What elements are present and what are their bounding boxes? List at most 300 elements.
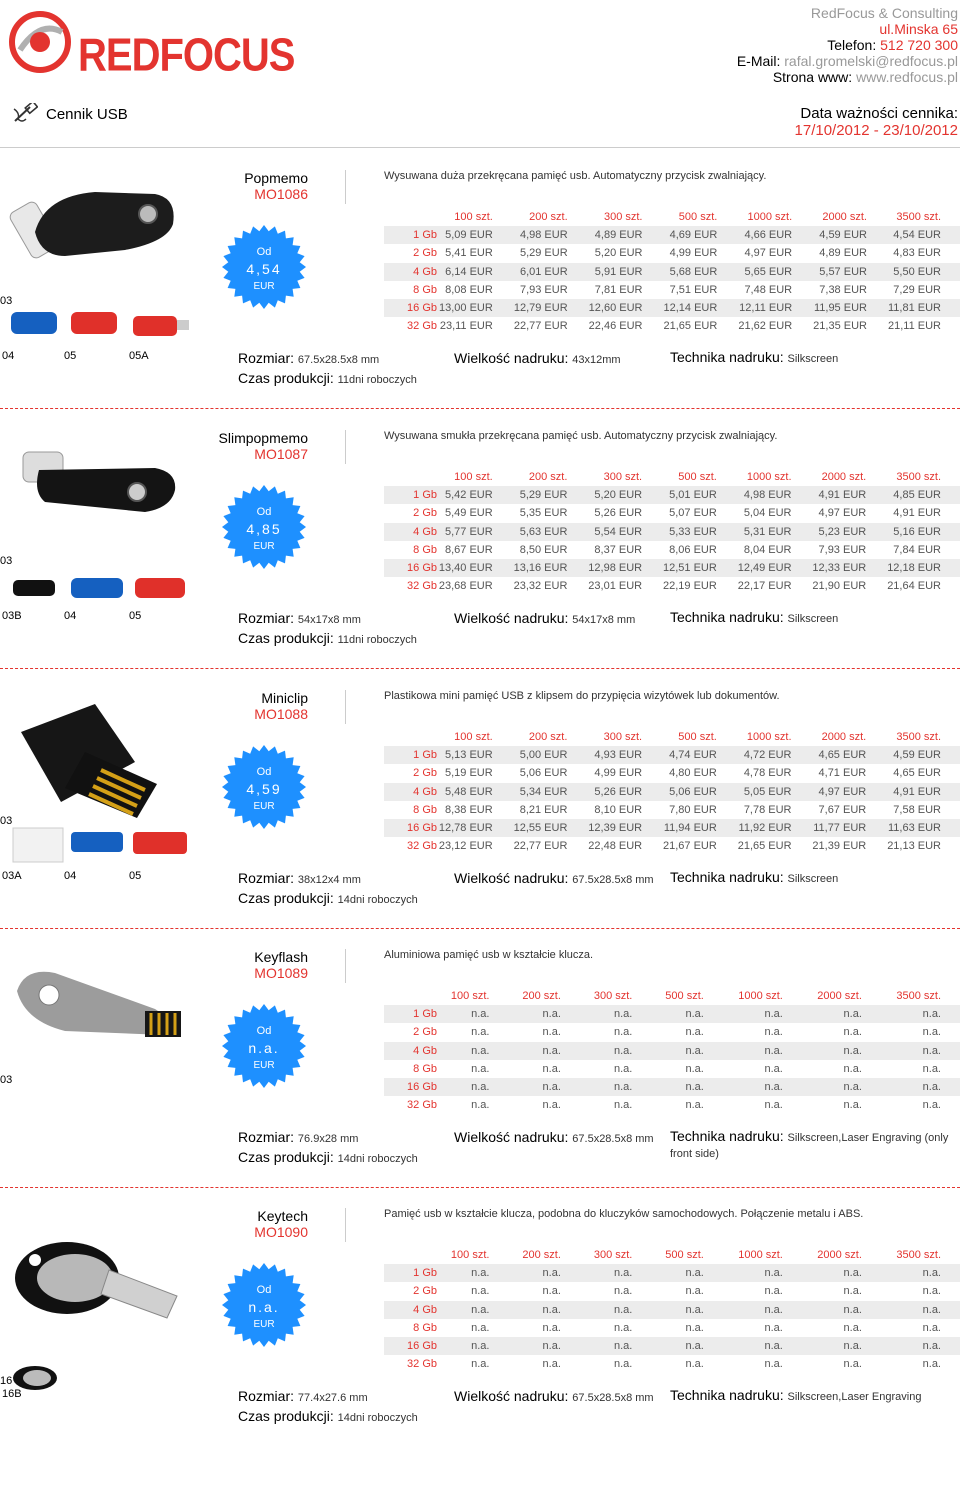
capacity-label: 16 Gb	[384, 1337, 437, 1355]
price-cell: n.a.	[437, 1319, 508, 1337]
badge-price: 4,85	[246, 521, 282, 537]
table-row	[384, 504, 960, 522]
table-row	[384, 783, 960, 801]
spec-size: Rozmiar: 76.9x28 mm	[238, 1129, 359, 1145]
product-code: MO1087	[254, 446, 308, 462]
variant-code: 16B	[2, 1388, 22, 1400]
price-cell: n.a.	[580, 1337, 651, 1355]
quantity-header-row	[384, 468, 960, 486]
price-cell: n.a.	[437, 1337, 508, 1355]
spec-size: Rozmiar: 67.5x28.5x8 mm	[238, 350, 380, 366]
quantity-header: 3500 szt.	[885, 728, 960, 746]
table-row	[384, 486, 960, 504]
table-row	[384, 1282, 960, 1300]
product-image	[5, 951, 200, 1136]
variant-code: 03	[0, 1074, 13, 1086]
price-cell: n.a.	[651, 1337, 722, 1355]
price-cell: n.a.	[723, 1060, 802, 1078]
quantity-header: 300 szt.	[580, 1246, 651, 1264]
price-cell: 5,35 EUR	[512, 504, 587, 522]
price-cell: 5,20 EUR	[587, 244, 662, 262]
badge-from-label: Od	[256, 246, 272, 258]
price-cell: 5,26 EUR	[586, 783, 661, 801]
badge-currency: EUR	[253, 281, 275, 292]
capacity-label: 32 Gb	[384, 577, 437, 595]
company-web: Strona www: www.redfocus.pl	[772, 69, 958, 85]
product-name-block	[244, 170, 308, 202]
capacity-label: 1 Gb	[384, 1264, 437, 1282]
price-cell: n.a.	[580, 1282, 651, 1300]
company-phone: Telefon: 512 720 300	[827, 37, 958, 53]
variant-code: 03	[0, 555, 13, 567]
price-cell: n.a.	[881, 1319, 960, 1337]
price-cell: n.a.	[802, 1096, 881, 1114]
product-section	[0, 680, 960, 935]
price-badge	[222, 745, 306, 829]
table-row	[384, 1337, 960, 1355]
price-cell: 5,33 EUR	[661, 523, 736, 541]
price-cell: n.a.	[437, 1282, 508, 1300]
price-cell: 8,06 EUR	[661, 541, 736, 559]
price-cell: 5,77 EUR	[437, 523, 512, 541]
price-cell: n.a.	[508, 1319, 579, 1337]
web-link[interactable]: www.redfocus.pl	[856, 69, 958, 85]
quantity-header: 500 szt.	[661, 208, 736, 226]
product-name-block	[254, 949, 308, 981]
table-row	[384, 1042, 960, 1060]
price-cell: 8,21 EUR	[512, 801, 587, 819]
variant-code: 04	[64, 610, 77, 622]
price-cell: 5,48 EUR	[437, 783, 512, 801]
price-cell: 23,68 EUR	[437, 577, 512, 595]
table-row	[384, 559, 960, 577]
price-cell: 21,67 EUR	[661, 837, 736, 855]
validity-dates: 17/10/2012 - 23/10/2012	[794, 122, 958, 139]
quantity-header: 500 szt.	[661, 728, 736, 746]
price-cell: 8,67 EUR	[437, 541, 512, 559]
quantity-header: 200 szt.	[512, 468, 587, 486]
product-separator	[0, 668, 960, 669]
price-cell: 5,20 EUR	[586, 486, 661, 504]
badge-from-label: Od	[256, 1025, 272, 1037]
variant-code: 05	[129, 870, 142, 882]
product-image	[5, 172, 200, 357]
capacity-label: 8 Gb	[384, 1319, 437, 1337]
capacity-label: 32 Gb	[384, 317, 437, 335]
price-cell: 8,37 EUR	[586, 541, 661, 559]
price-cell: n.a.	[508, 1337, 579, 1355]
product-name: Miniclip	[261, 690, 308, 706]
price-cell: n.a.	[651, 1005, 722, 1023]
price-cell: 5,06 EUR	[661, 783, 736, 801]
variant-code: 16	[0, 1375, 13, 1387]
spec-print-tech: Technika nadruku: Silkscreen	[670, 349, 839, 365]
price-cell: n.a.	[723, 1301, 802, 1319]
spec-print-size: Wielkość nadruku: 54x17x8 mm	[454, 610, 636, 626]
capacity-label: 16 Gb	[384, 1078, 437, 1096]
price-cell: 23,11 EUR	[437, 317, 512, 335]
table-row	[384, 819, 960, 837]
price-cell: n.a.	[508, 1005, 579, 1023]
company-name: RedFocus & Consulting	[810, 5, 958, 21]
table-row	[384, 801, 960, 819]
spec-print-tech: Technika nadruku: Silkscreen,Laser Engraving (only front side)	[670, 1128, 949, 1160]
quantity-header: 3500 szt.	[881, 1246, 960, 1264]
badge-price: 4,59	[246, 781, 282, 797]
capacity-label: 2 Gb	[384, 244, 437, 262]
price-cell: n.a.	[651, 1355, 722, 1373]
product-section	[0, 160, 960, 415]
capacity-label: 4 Gb	[384, 523, 437, 541]
capacity-label: 16 Gb	[384, 819, 437, 837]
logo-text: REDFOCUS	[78, 30, 295, 81]
price-cell: 7,80 EUR	[661, 801, 736, 819]
price-cell: 5,65 EUR	[736, 263, 811, 281]
capacity-label: 8 Gb	[384, 541, 437, 559]
price-cell: 8,08 EUR	[437, 281, 512, 299]
price-cell: 5,63 EUR	[512, 523, 587, 541]
price-cell: n.a.	[508, 1301, 579, 1319]
price-cell: n.a.	[651, 1042, 722, 1060]
price-cell: 7,29 EUR	[886, 281, 960, 299]
spec-production: Czas produkcji: 14dni roboczych	[238, 1408, 418, 1424]
price-table	[384, 468, 960, 595]
table-row	[384, 299, 960, 317]
price-cell: 4,85 EUR	[885, 486, 960, 504]
price-cell: n.a.	[723, 1042, 802, 1060]
price-cell: 12,51 EUR	[661, 559, 736, 577]
price-cell: 12,33 EUR	[811, 559, 886, 577]
price-cell: 5,68 EUR	[661, 263, 736, 281]
capacity-label: 32 Gb	[384, 837, 437, 855]
quantity-header: 500 szt.	[661, 468, 736, 486]
quantity-header: 3500 szt.	[881, 987, 960, 1005]
price-cell: 4,93 EUR	[586, 746, 661, 764]
divider	[345, 949, 346, 983]
quantity-header: 100 szt.	[437, 728, 512, 746]
quantity-header: 100 szt.	[437, 987, 508, 1005]
price-cell: 7,48 EUR	[736, 281, 811, 299]
quantity-header: 300 szt.	[586, 728, 661, 746]
quantity-header: 1000 szt.	[736, 468, 811, 486]
quantity-header-row	[384, 208, 960, 226]
capacity-label: 32 Gb	[384, 1096, 437, 1114]
price-cell: 4,99 EUR	[586, 764, 661, 782]
table-row	[384, 281, 960, 299]
price-cell: n.a.	[580, 1060, 651, 1078]
product-description: Wysuwana smukła przekręcana pamięć usb. Automatyczny przycisk zwalniający.	[384, 430, 778, 442]
price-table	[384, 987, 960, 1114]
price-cell: n.a.	[802, 1264, 881, 1282]
price-cell: 8,38 EUR	[437, 801, 512, 819]
table-row	[384, 317, 960, 335]
price-cell: 4,97 EUR	[811, 783, 886, 801]
product-name-block	[219, 430, 308, 462]
price-cell: 22,77 EUR	[512, 837, 587, 855]
price-cell: 8,50 EUR	[512, 541, 587, 559]
price-cell: 5,57 EUR	[811, 263, 886, 281]
table-row	[384, 746, 960, 764]
price-cell: 7,93 EUR	[811, 541, 886, 559]
spec-size: Rozmiar: 38x12x4 mm	[238, 870, 361, 886]
price-cell: 12,60 EUR	[587, 299, 662, 317]
validity-info	[795, 105, 958, 139]
price-cell: 5,04 EUR	[736, 504, 811, 522]
price-cell: 5,91 EUR	[587, 263, 662, 281]
price-cell: n.a.	[802, 1301, 881, 1319]
price-cell: 23,01 EUR	[586, 577, 661, 595]
product-description: Plastikowa mini pamięć USB z klipsem do przypięcia wizytówek lub dokumentów.	[384, 690, 780, 702]
price-cell: 7,67 EUR	[811, 801, 886, 819]
price-cell: 7,58 EUR	[885, 801, 960, 819]
table-row	[384, 1264, 960, 1282]
badge-currency: EUR	[253, 541, 275, 552]
variant-code: 03	[0, 815, 13, 827]
price-cell: 5,29 EUR	[512, 244, 587, 262]
capacity-label: 8 Gb	[384, 801, 437, 819]
price-cell: n.a.	[723, 1078, 802, 1096]
price-badge	[222, 1263, 306, 1347]
capacity-label: 2 Gb	[384, 1282, 437, 1300]
spec-production: Czas produkcji: 14dni roboczych	[238, 1149, 418, 1165]
table-row	[384, 764, 960, 782]
price-cell: 5,50 EUR	[886, 263, 960, 281]
quantity-header: 1000 szt.	[723, 987, 802, 1005]
quantity-header: 100 szt.	[437, 468, 512, 486]
table-row	[384, 523, 960, 541]
company-email: E-Mail: rafal.gromelski@redfocus.pl	[736, 53, 958, 69]
table-row	[384, 1355, 960, 1373]
price-cell: 4,54 EUR	[886, 226, 960, 244]
table-row	[384, 226, 960, 244]
quantity-header: 1000 szt.	[723, 1246, 802, 1264]
price-cell: 11,92 EUR	[736, 819, 811, 837]
capacity-label: 1 Gb	[384, 486, 437, 504]
price-cell: n.a.	[508, 1355, 579, 1373]
table-row	[384, 1078, 960, 1096]
price-badge	[222, 1004, 306, 1088]
variant-code: 04	[64, 870, 77, 882]
variant-code: 03B	[2, 610, 22, 622]
price-cell: 4,91 EUR	[885, 783, 960, 801]
quantity-header: 100 szt.	[437, 1246, 508, 1264]
price-cell: 11,81 EUR	[886, 299, 960, 317]
price-cell: 4,78 EUR	[736, 764, 811, 782]
price-cell: n.a.	[508, 1023, 579, 1041]
price-cell: n.a.	[580, 1355, 651, 1373]
price-cell: 5,16 EUR	[885, 523, 960, 541]
price-cell: 8,04 EUR	[736, 541, 811, 559]
price-cell: n.a.	[802, 1060, 881, 1078]
price-cell: 21,13 EUR	[885, 837, 960, 855]
price-cell: n.a.	[881, 1005, 960, 1023]
price-cell: 12,39 EUR	[586, 819, 661, 837]
quantity-header: 300 szt.	[586, 468, 661, 486]
price-cell: 5,06 EUR	[512, 764, 587, 782]
price-cell: 7,51 EUR	[661, 281, 736, 299]
price-cell: 4,91 EUR	[811, 486, 886, 504]
quantity-header: 2000 szt.	[802, 987, 881, 1005]
price-cell: 7,81 EUR	[587, 281, 662, 299]
price-cell: n.a.	[881, 1060, 960, 1078]
badge-from-label: Od	[256, 506, 272, 518]
price-cell: n.a.	[723, 1355, 802, 1373]
price-cell: n.a.	[437, 1023, 508, 1041]
price-cell: 4,97 EUR	[811, 504, 886, 522]
email-link[interactable]: rafal.gromelski@redfocus.pl	[784, 53, 958, 69]
spec-production: Czas produkcji: 11dni roboczych	[238, 370, 417, 386]
product-code: MO1089	[254, 965, 308, 981]
price-cell: 12,49 EUR	[736, 559, 811, 577]
price-cell: n.a.	[580, 1319, 651, 1337]
spec-size: Rozmiar: 77.4x27.6 mm	[238, 1388, 368, 1404]
product-description: Wysuwana duża przekręcana pamięć usb. Automatyczny przycisk zwalniający.	[384, 170, 767, 182]
price-cell: n.a.	[580, 1005, 651, 1023]
price-cell: 21,65 EUR	[661, 317, 736, 335]
price-cell: n.a.	[881, 1042, 960, 1060]
capacity-label: 1 Gb	[384, 746, 437, 764]
price-table	[384, 208, 960, 335]
price-cell: 6,01 EUR	[512, 263, 587, 281]
badge-price: n.a.	[248, 1040, 280, 1056]
table-row	[384, 244, 960, 262]
company-street: ul.Minska 65	[879, 21, 958, 37]
price-cell: n.a.	[723, 1264, 802, 1282]
price-cell: 4,98 EUR	[512, 226, 587, 244]
price-cell: 4,80 EUR	[661, 764, 736, 782]
price-cell: 23,12 EUR	[437, 837, 512, 855]
spec-print-size: Wielkość nadruku: 67.5x28.5x8 mm	[454, 1129, 654, 1145]
capacity-label: 1 Gb	[384, 1005, 437, 1023]
price-cell: 4,99 EUR	[661, 244, 736, 262]
price-badge	[222, 225, 306, 309]
variant-code: 05	[129, 610, 142, 622]
table-row	[384, 1301, 960, 1319]
company-info	[737, 5, 958, 85]
usb-cable-icon	[12, 103, 38, 125]
price-badge	[222, 485, 306, 569]
price-cell: 5,01 EUR	[661, 486, 736, 504]
spec-print-size: Wielkość nadruku: 43x12mm	[454, 350, 621, 366]
price-cell: 21,39 EUR	[811, 837, 886, 855]
price-cell: n.a.	[881, 1023, 960, 1041]
price-cell: n.a.	[437, 1060, 508, 1078]
price-cell: 7,93 EUR	[512, 281, 587, 299]
price-cell: 4,59 EUR	[811, 226, 886, 244]
price-cell: 4,65 EUR	[885, 764, 960, 782]
price-cell: n.a.	[802, 1023, 881, 1041]
capacity-label: 2 Gb	[384, 504, 437, 522]
price-cell: 13,00 EUR	[437, 299, 512, 317]
spec-production: Czas produkcji: 11dni roboczych	[238, 630, 417, 646]
price-cell: n.a.	[437, 1096, 508, 1114]
price-cell: 8,10 EUR	[586, 801, 661, 819]
price-cell: n.a.	[508, 1096, 579, 1114]
validity-label: Data ważności cennika:	[800, 105, 958, 122]
table-row	[384, 1319, 960, 1337]
price-cell: 4,98 EUR	[736, 486, 811, 504]
price-cell: 5,13 EUR	[437, 746, 512, 764]
quantity-header: 200 szt.	[508, 1246, 579, 1264]
capacity-label: 4 Gb	[384, 263, 437, 281]
divider	[345, 1208, 346, 1242]
table-row	[384, 837, 960, 855]
spec-print-tech: Technika nadruku: Silkscreen	[670, 869, 839, 885]
price-cell: n.a.	[802, 1337, 881, 1355]
price-table	[384, 728, 960, 855]
price-cell: n.a.	[881, 1078, 960, 1096]
price-cell: n.a.	[651, 1078, 722, 1096]
price-cell: 22,48 EUR	[586, 837, 661, 855]
capacity-label: 8 Gb	[384, 281, 437, 299]
quantity-header: 200 szt.	[512, 728, 587, 746]
price-cell: n.a.	[651, 1301, 722, 1319]
quantity-header: 2000 szt.	[811, 728, 886, 746]
variant-code: 03	[0, 295, 13, 307]
price-cell: 5,00 EUR	[512, 746, 587, 764]
price-cell: 12,11 EUR	[736, 299, 811, 317]
badge-currency: EUR	[253, 1060, 275, 1071]
price-cell: 21,64 EUR	[885, 577, 960, 595]
quantity-header: 300 szt.	[580, 987, 651, 1005]
price-cell: 5,19 EUR	[437, 764, 512, 782]
logo-swirl-icon	[8, 10, 72, 74]
price-cell: 4,65 EUR	[811, 746, 886, 764]
quantity-header: 200 szt.	[508, 987, 579, 1005]
quantity-header-row	[384, 728, 960, 746]
product-code: MO1090	[254, 1224, 308, 1240]
price-cell: 22,46 EUR	[587, 317, 662, 335]
quantity-header: 1000 szt.	[736, 208, 811, 226]
quantity-header: 500 szt.	[651, 1246, 722, 1264]
price-cell: n.a.	[802, 1078, 881, 1096]
price-cell: 6,14 EUR	[437, 263, 512, 281]
price-cell: 4,97 EUR	[736, 244, 811, 262]
quantity-header: 300 szt.	[587, 208, 662, 226]
price-cell: 5,26 EUR	[586, 504, 661, 522]
price-cell: 13,16 EUR	[512, 559, 587, 577]
table-row	[384, 1023, 960, 1041]
product-code: MO1088	[254, 706, 308, 722]
price-cell: 5,41 EUR	[437, 244, 512, 262]
spec-print-tech: Technika nadruku: Silkscreen	[670, 609, 839, 625]
table-row	[384, 1005, 960, 1023]
quantity-header: 3500 szt.	[886, 208, 960, 226]
price-cell: n.a.	[508, 1282, 579, 1300]
price-cell: 5,07 EUR	[661, 504, 736, 522]
table-row	[384, 577, 960, 595]
capacity-label: 2 Gb	[384, 764, 437, 782]
price-cell: n.a.	[651, 1023, 722, 1041]
product-image	[5, 692, 200, 877]
price-cell: n.a.	[723, 1096, 802, 1114]
price-cell: 12,78 EUR	[437, 819, 512, 837]
price-cell: 4,91 EUR	[885, 504, 960, 522]
table-row	[384, 541, 960, 559]
spec-print-size: Wielkość nadruku: 67.5x28.5x8 mm	[454, 870, 654, 886]
product-image	[5, 432, 200, 617]
product-name-block	[254, 690, 308, 722]
price-cell: 12,14 EUR	[661, 299, 736, 317]
price-cell: n.a.	[580, 1301, 651, 1319]
product-separator	[0, 928, 960, 929]
quantity-header: 100 szt.	[437, 208, 512, 226]
capacity-label: 2 Gb	[384, 1023, 437, 1041]
page-title-text: Cennik USB	[46, 105, 128, 123]
table-row	[384, 263, 960, 281]
price-cell: n.a.	[437, 1301, 508, 1319]
price-cell: 5,29 EUR	[512, 486, 587, 504]
